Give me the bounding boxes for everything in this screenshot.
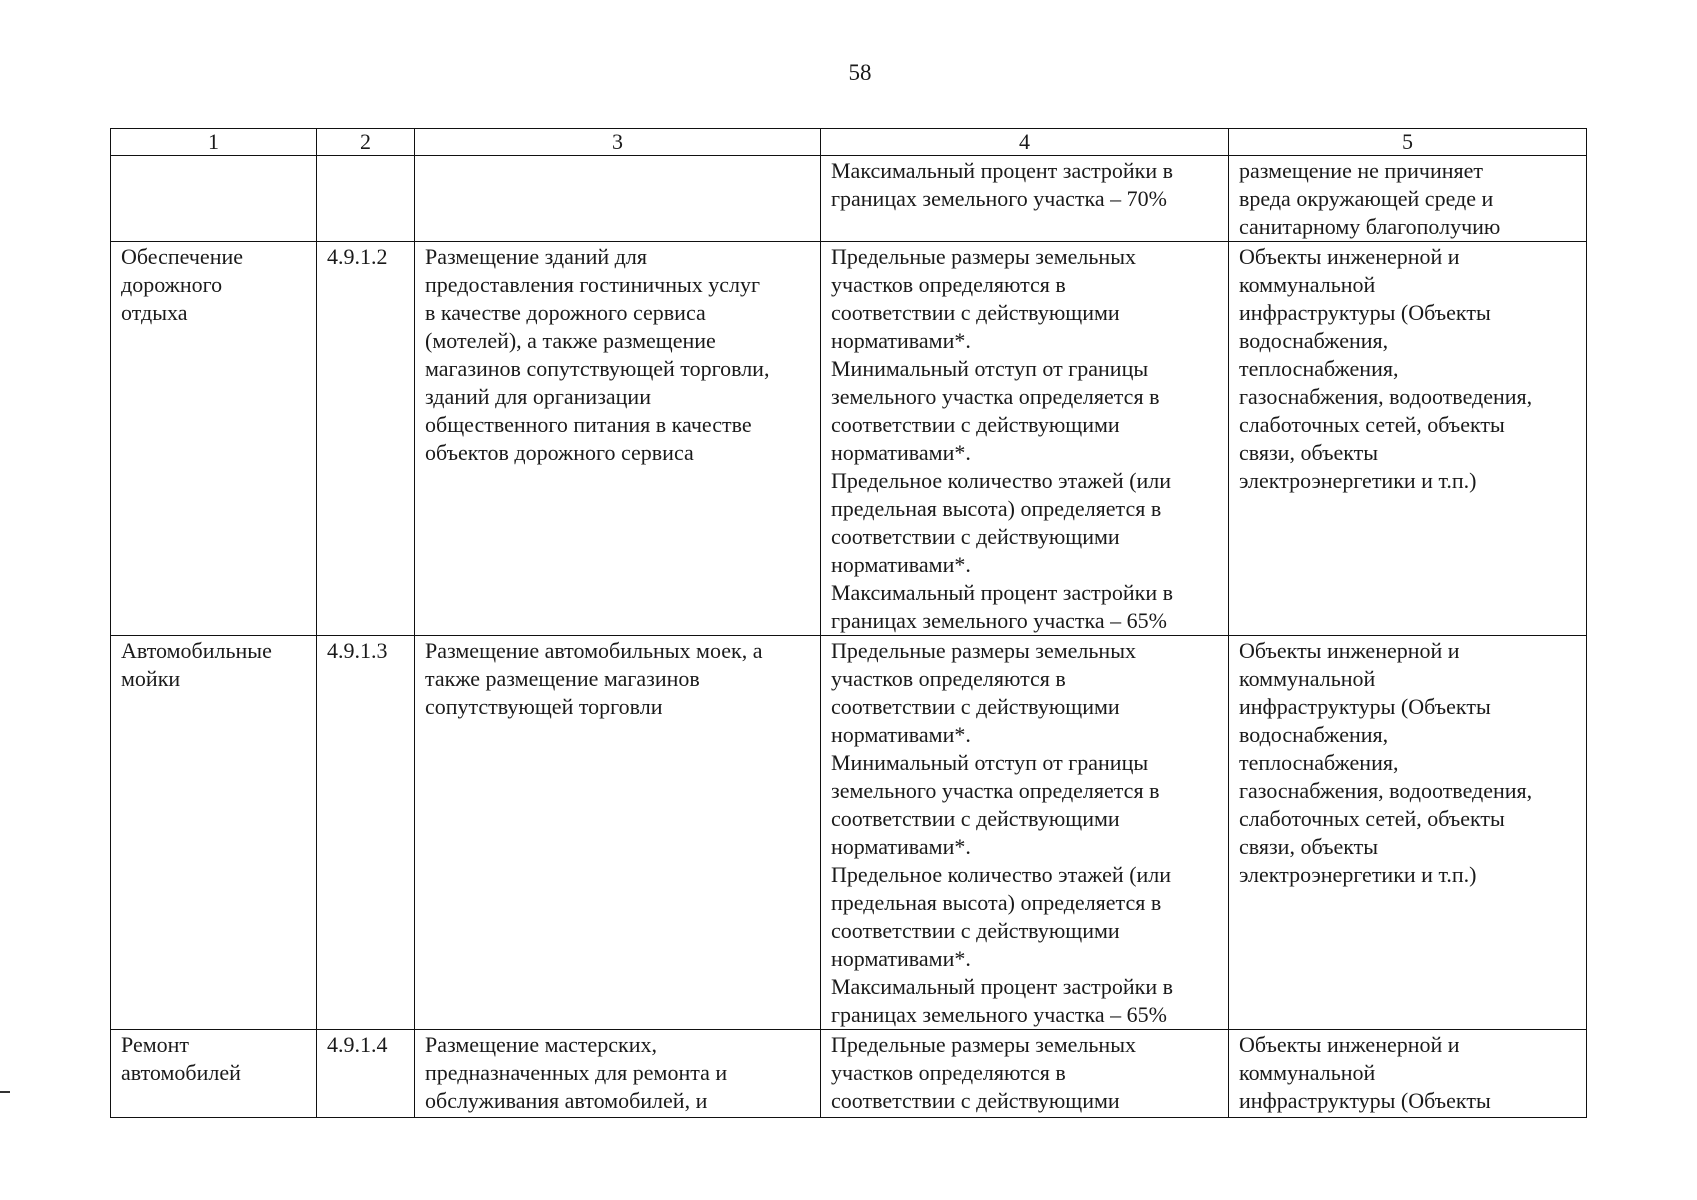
cell-use-name: Обеспечение дорожного отдыха — [111, 242, 317, 636]
table-row — [111, 242, 1587, 636]
cell-description: Размещение зданий для предоставления гостиничных услуг в качестве дорожного сервиса (мотелей), а также размещение магазинов сопутствующей торговли, зданий для организации общественного питания в качестве объектов дорожного сервиса — [415, 242, 821, 636]
cell-code: 4.9.1.3 — [317, 636, 415, 1030]
cell-description: Размещение автомобильных моек, а также размещение магазинов сопутствующей торговли — [415, 636, 821, 1030]
cell-description — [415, 156, 821, 242]
column-header-3: 3 — [415, 129, 821, 156]
column-header-5: 5 — [1229, 129, 1587, 156]
column-header-4: 4 — [821, 129, 1229, 156]
cell-parameters: Предельные размеры земельных участков определяются в соответствии с действующими нормативами*. Минимальный отступ от границы земельного участка определяется в соответствии с действующими нормативами*. Предельное количество этажей (или предельная высота) определяется в соответствии с действующими нормативами*. Максимальный процент застройки в границах земельного участка – 65% — [821, 636, 1229, 1030]
page-number: 58 — [848, 60, 872, 85]
margin-mark — [0, 1091, 10, 1093]
cell-parameters: Предельные размеры земельных участков определяются в соответствии с действующими — [821, 1030, 1229, 1118]
cell-description: Размещение мастерских, предназначенных для ремонта и обслуживания автомобилей, и — [415, 1030, 821, 1118]
table-header-row — [111, 129, 1587, 156]
cell-code: 4.9.1.4 — [317, 1030, 415, 1118]
cell-use-name — [111, 156, 317, 242]
cell-use-name: Автомобильные мойки — [111, 636, 317, 1030]
table-row — [111, 636, 1587, 1030]
cell-use-name: Ремонт автомобилей — [111, 1030, 317, 1118]
cell-auxiliary-objects: размещение не причиняет вреда окружающей среде и санитарному благополучию — [1229, 156, 1587, 242]
cell-auxiliary-objects: Объекты инженерной и коммунальной инфраструктуры (Объекты водоснабжения, теплоснабжения, газоснабжения, водоотведения, слаботочных сетей, объекты связи, объекты электроэнергетики и т.п.) — [1229, 636, 1587, 1030]
table-row — [111, 156, 1587, 242]
cell-parameters: Предельные размеры земельных участков определяются в соответствии с действующими нормативами*. Минимальный отступ от границы земельного участка определяется в соответствии с действующими нормативами*. Предельное количество этажей (или предельная высота) определяется в соответствии с действующими нормативами*. Максимальный процент застройки в границах земельного участка – 65% — [821, 242, 1229, 636]
column-header-2: 2 — [317, 129, 415, 156]
column-header-1: 1 — [111, 129, 317, 156]
cell-code: 4.9.1.2 — [317, 242, 415, 636]
table-row — [111, 1030, 1587, 1118]
cell-parameters: Максимальный процент застройки в границах земельного участка – 70% — [821, 156, 1229, 242]
cell-auxiliary-objects: Объекты инженерной и коммунальной инфраструктуры (Объекты водоснабжения, теплоснабжения, газоснабжения, водоотведения, слаботочных сетей, объекты связи, объекты электроэнергетики и т.п.) — [1229, 242, 1587, 636]
cell-auxiliary-objects: Объекты инженерной и коммунальной инфраструктуры (Объекты — [1229, 1030, 1587, 1118]
land-use-table — [110, 128, 1587, 1118]
cell-code — [317, 156, 415, 242]
